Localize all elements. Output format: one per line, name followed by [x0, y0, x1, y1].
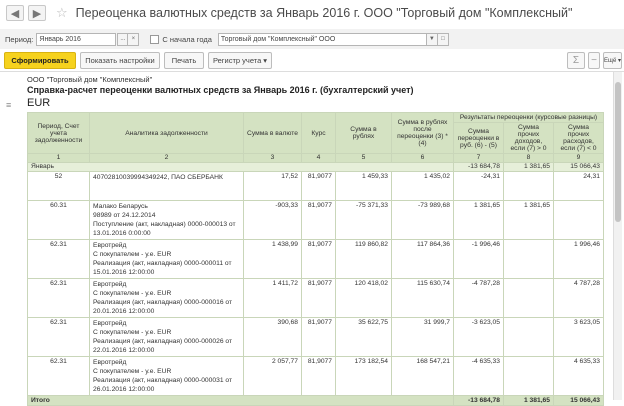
header-res-rub: Сумма переоценки в руб. (6) - (5): [454, 123, 504, 154]
sum-currency-cell: 17,52: [244, 172, 302, 201]
sum-currency-cell: 390,68: [244, 318, 302, 357]
column-number: 1: [28, 154, 90, 163]
sum-rub-after-cell: 115 630,74: [392, 279, 454, 318]
account-cell: 62.31: [28, 240, 90, 279]
account-cell: 62.31: [28, 279, 90, 318]
toolbar: [0, 52, 624, 70]
group-res-income: 1 381,65: [504, 163, 554, 172]
total-res-expense: 15 066,43: [554, 396, 604, 406]
rate-cell: 81,9077: [302, 172, 336, 201]
period-label: Период:: [5, 34, 34, 44]
group-row[interactable]: [28, 163, 604, 172]
res-rub-cell: 1 381,65: [454, 201, 504, 240]
res-rub-cell: -4 635,33: [454, 357, 504, 396]
show-settings-button[interactable]: Показать настройки: [80, 52, 160, 69]
res-expense-cell: 24,31: [554, 172, 604, 201]
group-res-rub: -13 684,78: [454, 163, 504, 172]
column-number: 6: [392, 154, 454, 163]
header-analytics: Аналитика задолженности: [90, 113, 244, 154]
register-button[interactable]: [208, 52, 272, 69]
sum-rub-cell: 1 459,33: [336, 172, 392, 201]
column-number: 5: [336, 154, 392, 163]
header-sum-rub: Сумма в рублях: [336, 113, 392, 154]
sum-icon[interactable]: Σ: [567, 52, 585, 69]
res-expense-cell: [554, 201, 604, 240]
sum-currency-cell: -903,33: [244, 201, 302, 240]
sum-rub-cell: 173 182,54: [336, 357, 392, 396]
rate-cell: 81,9077: [302, 318, 336, 357]
sum-currency-cell: 1 438,99: [244, 240, 302, 279]
total-res-rub: -13 684,78: [454, 396, 504, 406]
more-button[interactable]: Ещё ▾: [603, 52, 622, 69]
sum-rub-after-cell: 117 864,36: [392, 240, 454, 279]
total-row: [28, 396, 604, 406]
account-cell: 62.31: [28, 318, 90, 357]
print-button[interactable]: Печать: [164, 52, 204, 69]
vertical-scrollbar[interactable]: [613, 72, 622, 400]
window-title: Переоценка валютных средств за Январь 2016 г. ООО "Торговый дом "Комплексный": [75, 6, 573, 20]
column-numbers-row: [28, 154, 604, 163]
total-label: Итого: [28, 396, 454, 406]
res-expense-cell: 4 787,28: [554, 279, 604, 318]
res-rub-cell: -1 996,46: [454, 240, 504, 279]
report-area: [0, 71, 624, 404]
account-cell: 62.31: [28, 357, 90, 396]
header-period-account: Период, Счет учета задолженности: [28, 113, 90, 154]
analytics-cell: 40702810039994349242, ПАО СБЕРБАНК: [90, 172, 244, 201]
table-row[interactable]: [28, 357, 604, 396]
sum-currency-cell: 1 411,72: [244, 279, 302, 318]
table-row[interactable]: [28, 318, 604, 357]
sum-rub-after-cell: 1 435,02: [392, 172, 454, 201]
res-income-cell: [504, 240, 554, 279]
scrollbar-thumb[interactable]: [615, 82, 621, 222]
analytics-cell: Евротрейд С покупателем - у.е. EUR Реализация (акт, накладная) 0000-000026 от 22.01.2016 12:00:00: [90, 318, 244, 357]
column-number: 7: [454, 154, 504, 163]
minus-icon[interactable]: −: [588, 52, 600, 69]
organization-name: ООО "Торговый дом "Комплексный": [27, 75, 153, 84]
report-table: [27, 112, 604, 406]
table-row[interactable]: [28, 201, 604, 240]
clear-icon[interactable]: ×: [128, 33, 139, 46]
collapse-marker[interactable]: ≡: [6, 100, 12, 110]
res-income-cell: [504, 357, 554, 396]
header-rate: Курс: [302, 113, 336, 154]
res-expense-cell: 4 635,33: [554, 357, 604, 396]
sum-rub-cell: -75 371,33: [336, 201, 392, 240]
table-row[interactable]: [28, 240, 604, 279]
rate-cell: 81,9077: [302, 240, 336, 279]
res-income-cell: [504, 318, 554, 357]
sum-rub-cell: 120 418,02: [336, 279, 392, 318]
group-label: Январь: [28, 163, 454, 172]
column-number: 2: [90, 154, 244, 163]
arrow-right-icon[interactable]: ▶: [28, 5, 46, 21]
star-icon[interactable]: ☆: [56, 5, 68, 20]
chevron-down-icon: ▾: [263, 56, 268, 65]
res-expense-cell: 1 996,46: [554, 240, 604, 279]
organization-field[interactable]: Торговый дом "Комплексный" ООО: [218, 33, 427, 46]
res-rub-cell: -4 787,28: [454, 279, 504, 318]
sum-currency-cell: 2 057,77: [244, 357, 302, 396]
rate-cell: 81,9077: [302, 357, 336, 396]
analytics-cell: Евротрейд С покупателем - у.е. EUR Реализация (акт, накладная) 0000-000031 от 26.01.2016 12:00:00: [90, 357, 244, 396]
column-number: 4: [302, 154, 336, 163]
column-number: 9: [554, 154, 604, 163]
column-number: 8: [504, 154, 554, 163]
sum-rub-after-cell: 168 547,21: [392, 357, 454, 396]
from-year-label: С начала года: [162, 34, 212, 44]
sum-rub-after-cell: -73 989,68: [392, 201, 454, 240]
res-expense-cell: 3 623,05: [554, 318, 604, 357]
res-income-cell: 1 381,65: [504, 201, 554, 240]
header-sum-rub-after: Сумма в рублях после переоценки (3) * (4): [392, 113, 454, 154]
generate-button[interactable]: Сформировать: [4, 52, 76, 69]
header-res-income: Сумма прочих доходов, если (7) > 0: [504, 123, 554, 154]
res-rub-cell: -3 623,05: [454, 318, 504, 357]
register-button-label: Регистр учета: [212, 56, 262, 65]
sum-rub-cell: 35 622,75: [336, 318, 392, 357]
rate-cell: 81,9077: [302, 279, 336, 318]
table-row[interactable]: [28, 279, 604, 318]
res-income-cell: [504, 279, 554, 318]
total-res-income: 1 381,65: [504, 396, 554, 406]
header-results: Результаты переоценки (курсовые разницы): [454, 113, 604, 123]
from-year-checkbox[interactable]: [150, 35, 159, 44]
period-field[interactable]: Январь 2016: [36, 33, 116, 46]
currency-heading: EUR: [27, 97, 51, 109]
arrow-left-icon[interactable]: ◀: [6, 5, 24, 21]
report-title: Справка-расчет переоценки валютных средств за Январь 2016 г. (бухгалтерский учет): [27, 85, 414, 95]
title-bar: [0, 0, 624, 26]
analytics-cell: Евротрейд С покупателем - у.е. EUR Реализация (акт, накладная) 0000-000016 от 20.01.2016 12:00:00: [90, 279, 244, 318]
analytics-cell: Малако Беларусь 98989 от 24.12.2014 Поступление (акт, накладная) 0000-000013 от 13.01.2016 0:00:00: [90, 201, 244, 240]
header-res-expense: Сумма прочих расходов, если (7) < 0: [554, 123, 604, 154]
period-select-button[interactable]: ...: [117, 33, 128, 46]
account-cell: 52: [28, 172, 90, 201]
table-row[interactable]: [28, 172, 604, 201]
parameters-bar: [0, 29, 624, 49]
analytics-cell: Евротрейд С покупателем - у.е. EUR Реализация (акт, накладная) 0000-000011 от 15.01.2016 12:00:00: [90, 240, 244, 279]
header-sum-currency: Сумма в валюте: [244, 113, 302, 154]
column-number: 3: [244, 154, 302, 163]
sum-rub-cell: 119 860,82: [336, 240, 392, 279]
rate-cell: 81,9077: [302, 201, 336, 240]
open-icon[interactable]: □: [438, 33, 449, 46]
account-cell: 60.31: [28, 201, 90, 240]
sum-rub-after-cell: 31 999,7: [392, 318, 454, 357]
group-res-expense: 15 066,43: [554, 163, 604, 172]
res-rub-cell: -24,31: [454, 172, 504, 201]
res-income-cell: [504, 172, 554, 201]
chevron-down-icon[interactable]: ▼: [427, 33, 438, 46]
